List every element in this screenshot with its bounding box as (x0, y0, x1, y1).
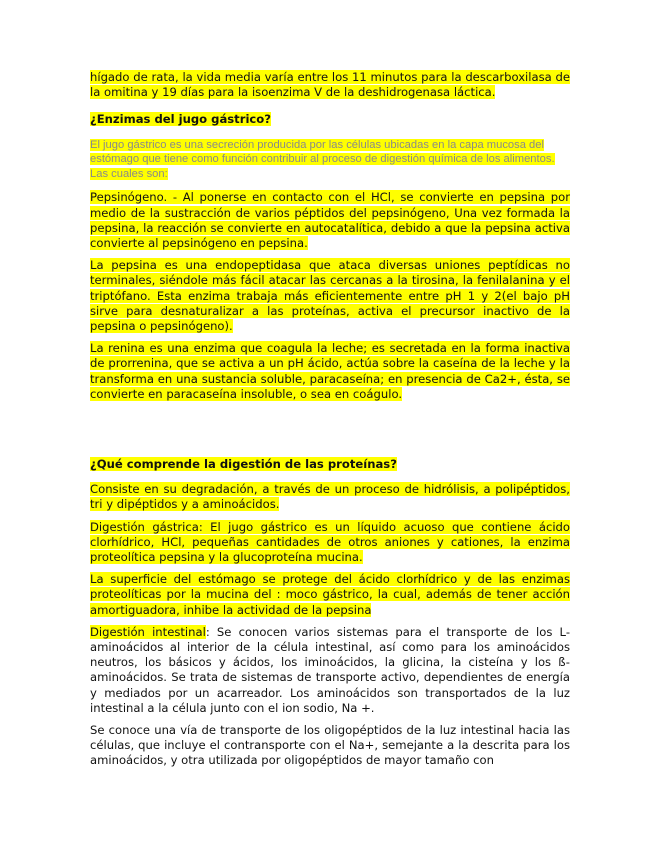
paragraph-gastric-juice (90, 138, 570, 182)
spacer (90, 409, 570, 445)
highlight-label: Digestión intestinal (90, 624, 206, 639)
document-body (90, 70, 570, 776)
paragraph-gastric-digestion (90, 520, 570, 566)
highlight: Digestión gástrica: El jugo gástrico es un líquido acuoso que contiene ácido clorhídrico, HCl, pequeñas cantidades de otros aniones y cationes, la enzima proteolítica pepsina y la glucoproteína mucina. (90, 519, 570, 565)
paragraph-rat-liver (90, 70, 570, 100)
highlight: La superficie del estómago se protege del ácido clorhídrico y de las enzimas proteolíticas por la mucina del : moco gástrico, la cual, además de tener acción amortiguadora, inhibe la actividad de la pepsina (90, 572, 570, 617)
paragraph-text: : Se conocen varios sistemas para el transporte de los L-aminoácidos al interior de la célula intestinal, así como para los aminoácidos neutros, los básicos y ácidos, los iminoácidos, la glicina, la cisteína y los ß-aminoácidos. Se trata de sistemas de transporte activo, dependientes de energía y mediados por un acarreador. Los aminoácidos son transportados de la luz intestinal a la célula junto con el ion sodio, Na +. (90, 624, 570, 715)
highlight: El jugo gástrico es una secreción producida por las células ubicadas en la capa mucosa del estómago que tiene como función contribuir al proceso de digestión química de los alimentos. Las cuales son: (90, 138, 555, 180)
highlight: hígado de rata, la vida media varía entre los 11 minutos para la descarboxilasa de la omitina y 19 días para la isoenzima V de la deshidrogenasa láctica. (90, 70, 570, 100)
heading-text: ¿Qué comprende la digestión de las proteínas? (90, 457, 397, 472)
highlight: La pepsina es una endopeptidasa que ataca diversas uniones peptídicas no terminales, siéndole más fácil atacar las cercanas a la tirosina, la fenilalanina y el triptófano. Esta enzima trabaja más eficientemente entre pH 1 y 2(el bajo pH sirve para desnaturalizar a las proteínas, activa el precursor inactivo de la pepsina o pepsinógeno). (90, 258, 570, 334)
paragraph-consists (90, 482, 570, 512)
paragraph-pepsinogen (90, 190, 570, 251)
paragraph-stomach-surface (90, 572, 570, 618)
highlight: Pepsinógeno. - Al ponerse en contacto con el HCl, se convierte en pepsina por medio de la sustracción de varios péptidos del pepsinógeno, Una vez formada la pepsina, la reacción se convierte en autocatalítica, debido a que la pepsina activa convierte al pepsinógeno en pepsina. (90, 190, 570, 250)
paragraph-renin (90, 341, 570, 402)
heading-text: ¿Enzimas del jugo gástrico? (90, 112, 271, 127)
heading-protein-digestion (90, 457, 570, 472)
paragraph-intestinal-digestion (90, 625, 570, 716)
paragraph-pepsin (90, 258, 570, 334)
heading-gastric-enzymes (90, 112, 570, 127)
paragraph-oligopeptides (90, 723, 570, 769)
highlight: La renina es una enzima que coagula la leche; es secretada en la forma inactiva de prorrenina, que se activa a un pH ácido, actúa sobre la caseína de la leche y la transforma en una sustancia soluble, paracaseína; en presencia de Ca2+, ésta, se convierte en paracaseína insoluble, o sea en coágulo. (90, 341, 570, 401)
paragraph-text: Se conoce una vía de transporte de los oligopéptidos de la luz intestinal hacia las células, que incluye el contransporte con el Na+, semejante a la descrita para los aminoácidos, y otra utilizada por oligopéptidos de mayor tamaño con (90, 723, 570, 768)
highlight: Consiste en su degradación, a través de un proceso de hidrólisis, a polipéptidos, tri y dipéptidos y a aminoácidos. (90, 482, 570, 512)
